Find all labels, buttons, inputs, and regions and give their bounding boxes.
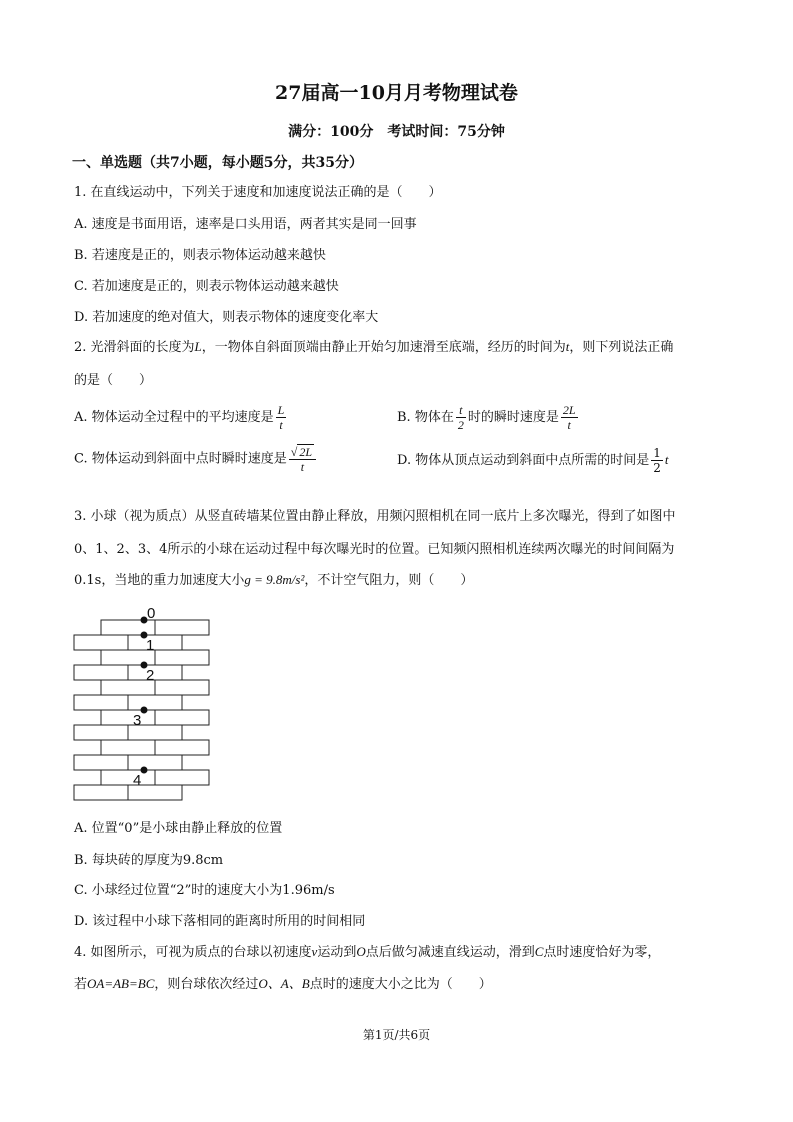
q3-option-c: C. 小球经过位置“2”时的速度大小为1.96m/s	[74, 883, 335, 898]
fraction: $\frac{2L}{t}$	[562, 403, 576, 432]
position-label-4: 4	[133, 772, 142, 789]
position-label-1: 1	[146, 637, 155, 654]
q2-stem-line2: 的是（ ）	[74, 373, 153, 388]
brick	[74, 695, 128, 710]
q1-option-b: B. 若速度是正的，则表示物体运动越来越快	[74, 248, 326, 263]
brick	[128, 695, 182, 710]
brick	[155, 650, 209, 665]
q3-option-a: A. 位置“0”是小球由静止释放的位置	[74, 821, 283, 836]
brick	[74, 635, 128, 650]
brick-wall-svg	[70, 600, 220, 805]
brick	[155, 740, 209, 755]
ball-position-3	[141, 707, 148, 714]
q3-stem-line2: 0、1、2、3、4所示的小球在运动过程中每次曝光时的位置。已知频闪照相机连续两次曝光的时间间隔为	[74, 542, 675, 557]
page-title: 27届高一10月月考物理试卷	[275, 82, 518, 104]
page-footer: 第1页/共6页	[362, 1028, 431, 1042]
q1-option-c: C. 若加速度是正的，则表示物体运动越来越快	[74, 279, 339, 294]
exam-info: 满分：100分 考试时间：75分钟	[288, 124, 505, 140]
brick	[74, 725, 128, 740]
q1-stem: 1. 在直线运动中，下列关于速度和加速度说法正确的是（ ）	[74, 185, 442, 200]
brick	[128, 755, 182, 770]
q4-stem-line2: 若OA=AB=BC，则台球依次经过O、A、B点时的速度大小之比为（ ）	[74, 976, 492, 992]
position-label-0: 0	[147, 605, 156, 622]
ball-position-4	[141, 767, 148, 774]
brick	[101, 710, 155, 725]
q2-option-b: B. 物体在 $\frac{t}{2}$ 时的瞬时速度是 $\frac{2L}{t}$	[397, 403, 576, 432]
q3-stem-line3: 0.1s，当地的重力加速度大小g = 9.8m/s²，不计空气阻力，则（ ）	[74, 572, 474, 588]
q2-stem-line1: 2. 光滑斜面的长度为L，一物体自斜面顶端由静止开始匀加速滑至底端，经历的时间为t，则下列说法正确	[74, 339, 674, 355]
q3-stem-line1: 3. 小球（视为质点）从竖直砖墙某位置由静止释放，用频闪照相机在同一底片上多次曝光，得到了如图中	[74, 509, 676, 524]
brick	[155, 620, 209, 635]
q4-stem-line1: 4. 如图所示，可视为质点的台球以初速度v运动到O点后做匀减速直线运动，滑到C点时速度恰好为零，	[74, 944, 661, 960]
sqrt-fraction: $\frac{√ 2L}{t}$	[289, 444, 316, 474]
q3-option-d: D. 该过程中小球下落相同的距离时所用的时间相同	[74, 914, 366, 929]
brick	[101, 770, 155, 785]
q2-option-c: C. 物体运动到斜面中点时瞬时速度是 $\frac{√ 2L}{t}$	[74, 444, 318, 474]
brick	[101, 740, 155, 755]
brick	[101, 620, 155, 635]
brick	[74, 755, 128, 770]
brick	[155, 710, 209, 725]
brick	[155, 770, 209, 785]
fraction: $\frac{t}{2}$	[457, 403, 464, 432]
q1-option-d: D. 若加速度的绝对值大，则表示物体的速度变化率大	[74, 310, 379, 325]
brick	[74, 665, 128, 680]
q2-option-d: D. 物体从顶点运动到斜面中点所需的时间是 $\frac{1}{2}$ t	[397, 446, 669, 475]
position-label-2: 2	[146, 667, 155, 684]
brick	[74, 785, 128, 800]
q3-option-b: B. 每块砖的厚度为9.8cm	[74, 853, 224, 868]
brick	[155, 680, 209, 695]
brick-wall-figure	[70, 600, 220, 809]
q2-option-a: A. 物体运动全过程中的平均速度是 $\frac{L}{t}$	[74, 403, 285, 432]
brick	[128, 665, 182, 680]
brick	[128, 635, 182, 650]
section-heading: 一、单选题（共7小题，每小题5分，共35分）	[72, 155, 363, 171]
position-label-3: 3	[133, 712, 142, 729]
fraction: $\frac{1}{2}$	[653, 446, 661, 475]
fraction: $\frac{L}{t}$	[277, 403, 285, 432]
q1-option-a: A. 速度是书面用语，速率是口头用语，两者其实是同一回事	[74, 217, 417, 232]
